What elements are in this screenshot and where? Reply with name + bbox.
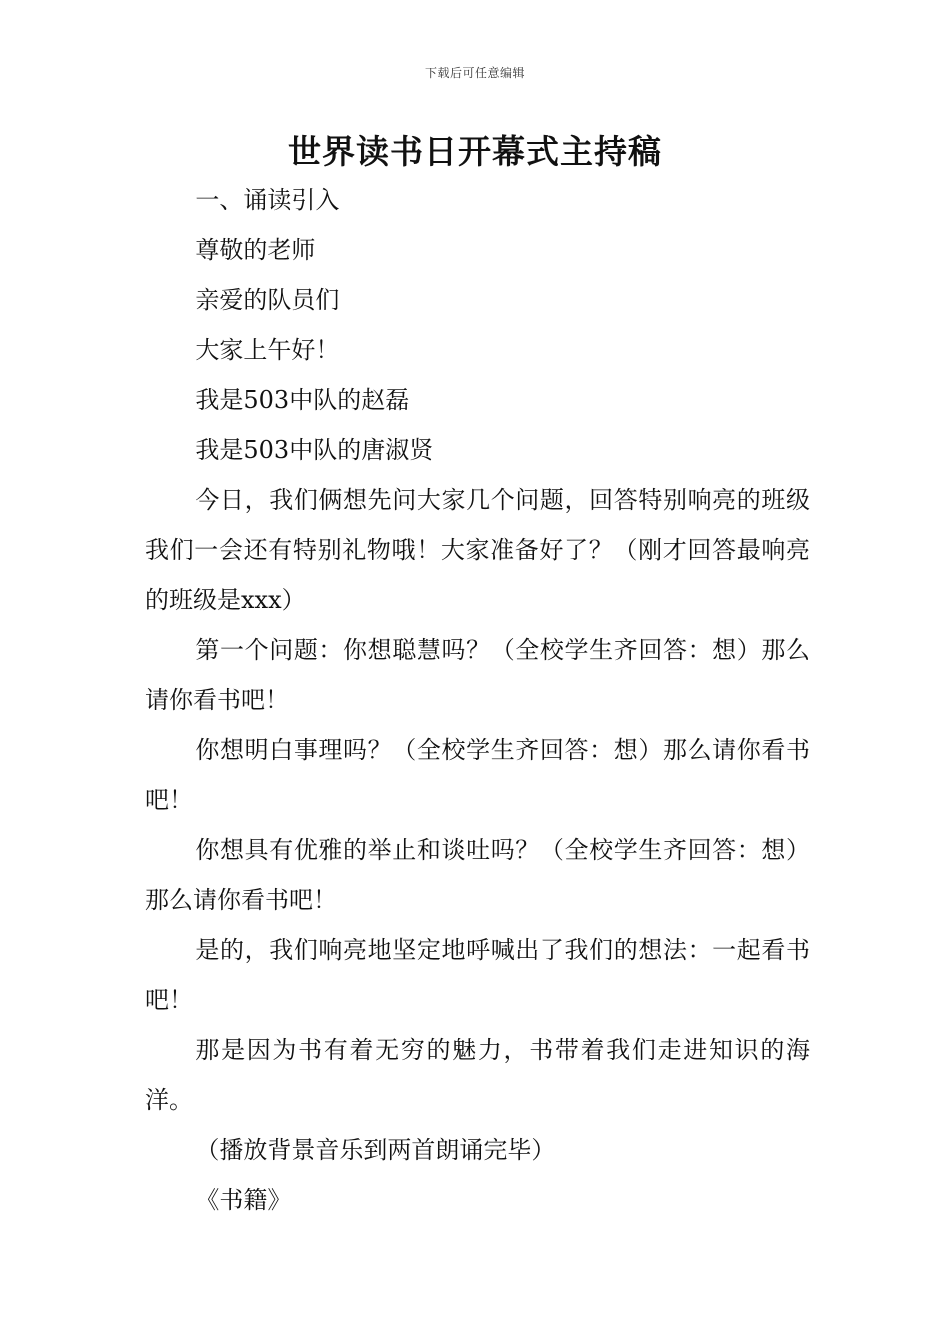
section-heading: 一、诵读引入 (195, 186, 340, 214)
paragraph: 今日，我们俩想先问大家几个问题，回答特别响亮的班级我们一会还有特别礼物哦！大家准备好了？（刚才回答最响亮的班级是xxx） (145, 486, 810, 614)
paragraph: 尊敬的老师 (195, 236, 316, 264)
document-body (145, 175, 810, 1225)
stage-direction: （播放背景音乐到两首朗诵完毕） (195, 1136, 556, 1164)
paragraph: 你想明白事理吗？（全校学生齐回答：想）那么请你看书吧！ (145, 736, 810, 814)
paragraph: 大家上午好！ (195, 336, 340, 364)
paragraph: 亲爱的队员们 (195, 286, 340, 314)
paragraph: 那是因为书有着无穷的魅力，书带着我们走进知识的海洋。 (145, 1036, 810, 1114)
paragraph: 第一个问题：你想聪慧吗？（全校学生齐回答：想）那么请你看书吧！ (145, 636, 810, 714)
paragraph: 你想具有优雅的举止和谈吐吗？（全校学生齐回答：想）那么请你看书吧！ (145, 836, 810, 914)
poem-title: 《书籍》 (195, 1186, 292, 1214)
header-note: 下载后可任意编辑 (424, 66, 525, 80)
paragraph: 我是503中队的唐淑贤 (195, 436, 434, 464)
paragraph: 是的，我们响亮地坚定地呼喊出了我们的想法：一起看书吧！ (145, 936, 810, 1014)
paragraph: 我是503中队的赵磊 (195, 386, 410, 414)
document-title: 世界读书日开幕式主持稿 (288, 132, 662, 171)
